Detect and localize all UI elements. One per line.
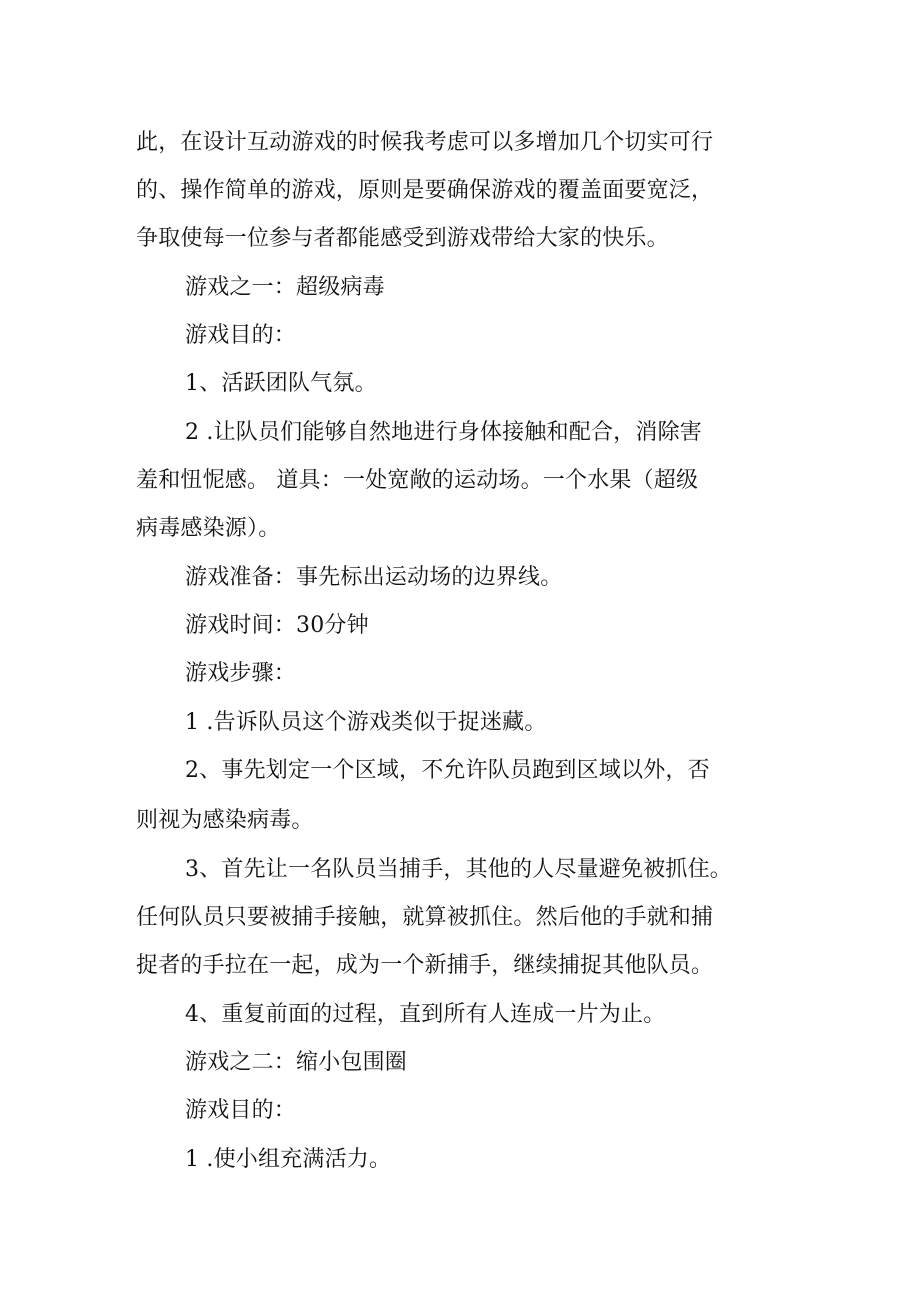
paragraph-line: 游戏准备：事先标出运动场的边界线。 xyxy=(185,565,563,590)
paragraph-line: 争取使每一位参与者都能感受到游戏带给大家的快乐。 xyxy=(136,226,669,251)
list-item: 1 .告诉队员这个游戏类似于捉迷藏。 xyxy=(185,710,547,735)
section-heading: 游戏之二：缩小包围圈 xyxy=(185,1050,408,1075)
subheading: 游戏目的： xyxy=(185,1098,297,1123)
paragraph-line: 则视为感染病毒。 xyxy=(136,808,314,833)
paragraph-line: 羞和忸怩感。 道具：一处宽敞的运动场。一个水果（超级 xyxy=(136,468,699,493)
list-item: 3、首先让一名队员当捕手，其他的人尽量避免被抓住。 xyxy=(185,857,732,882)
list-item: 2、事先划定一个区域，不允许队员跑到区域以外，否 xyxy=(185,758,710,783)
list-item: 1 .使小组充满活力。 xyxy=(185,1147,392,1172)
paragraph-line: 此，在设计互动游戏的时候我考虑可以多增加几个切实可行 xyxy=(136,130,714,155)
subheading: 游戏目的： xyxy=(185,323,297,348)
list-item: 4、重复前面的过程，直到所有人连成一片为止。 xyxy=(185,1002,666,1027)
paragraph-line: 的、操作简单的游戏，原则是要确保游戏的覆盖面要宽泛， xyxy=(136,178,714,203)
list-item: 1、活跃团队气氛。 xyxy=(185,371,377,396)
section-heading: 游戏之一：超级病毒 xyxy=(185,275,385,300)
subheading: 游戏步骤： xyxy=(185,661,297,686)
list-item: 2 .让队员们能够自然地进行身体接触和配合，消除害 xyxy=(185,420,702,445)
paragraph-line: 捉者的手拉在一起，成为一个新捕手，继续捕捉其他队员。 xyxy=(136,953,714,978)
paragraph-line: 病毒感染源）。 xyxy=(136,516,281,541)
paragraph-line: 游戏时间：30分钟 xyxy=(185,613,369,638)
paragraph-line: 任何队员只要被捕手接触，就算被抓住。然后他的手就和捕 xyxy=(136,905,714,930)
